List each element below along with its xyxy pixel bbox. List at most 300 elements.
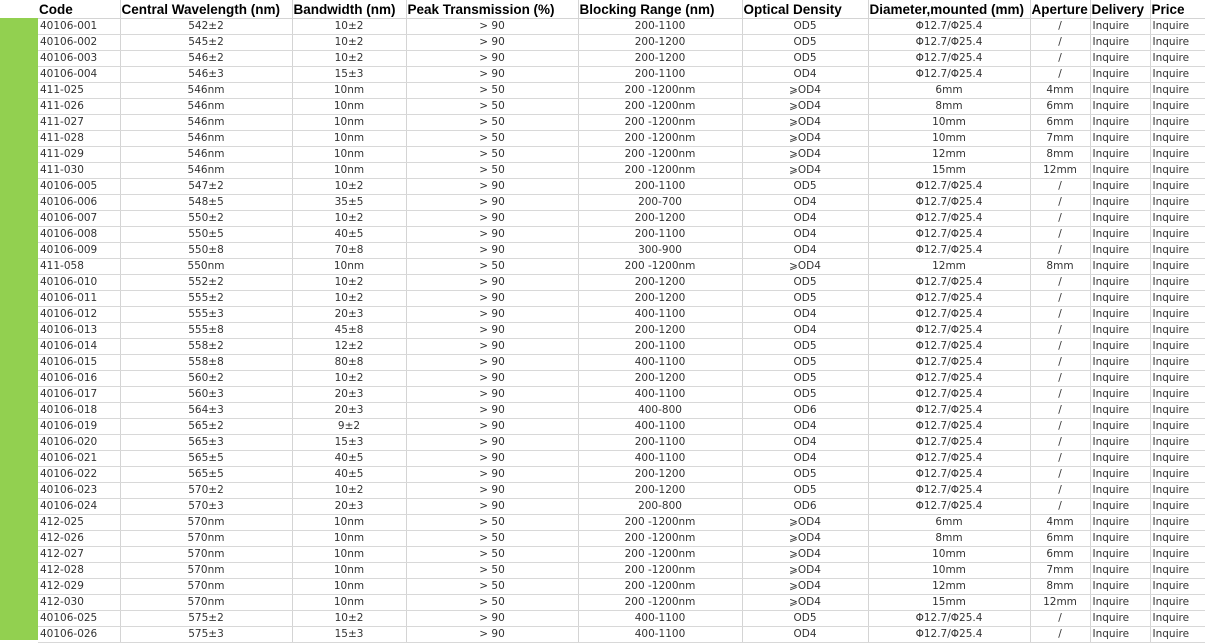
cell-blocking-range[interactable]: 200 -1200nm (578, 147, 742, 163)
cell-blocking-range[interactable]: 200-1200 (578, 51, 742, 67)
cell-optical-density[interactable]: OD5 (742, 387, 868, 403)
cell-optical-density[interactable]: ⩾OD4 (742, 163, 868, 179)
cell-bandwidth[interactable]: 80±8 (292, 355, 406, 371)
cell-optical-density[interactable]: OD6 (742, 499, 868, 515)
cell-price[interactable]: Inquire (1150, 419, 1205, 435)
cell-aperture[interactable]: 6mm (1030, 115, 1090, 131)
cell-code[interactable]: 40106-016 (38, 371, 120, 387)
cell-peak-transmission[interactable]: > 90 (406, 227, 578, 243)
cell-blocking-range[interactable]: 200-1200 (578, 275, 742, 291)
cell-diameter[interactable]: Φ12.7/Φ25.4 (868, 403, 1030, 419)
cell-bandwidth[interactable]: 10nm (292, 259, 406, 275)
cell-bandwidth[interactable]: 10nm (292, 547, 406, 563)
cell-delivery[interactable]: Inquire (1090, 419, 1150, 435)
cell-delivery[interactable]: Inquire (1090, 83, 1150, 99)
cell-central-wavelength[interactable]: 558±8 (120, 355, 292, 371)
cell-price[interactable]: Inquire (1150, 483, 1205, 499)
cell-price[interactable]: Inquire (1150, 99, 1205, 115)
cell-central-wavelength[interactable]: 550±8 (120, 243, 292, 259)
cell-central-wavelength[interactable]: 570nm (120, 579, 292, 595)
cell-bandwidth[interactable]: 15±3 (292, 67, 406, 83)
cell-code[interactable]: 40106-003 (38, 51, 120, 67)
cell-price[interactable]: Inquire (1150, 147, 1205, 163)
cell-aperture[interactable]: / (1030, 499, 1090, 515)
cell-central-wavelength[interactable]: 546nm (120, 163, 292, 179)
cell-central-wavelength[interactable]: 560±3 (120, 387, 292, 403)
cell-optical-density[interactable]: OD4 (742, 211, 868, 227)
cell-peak-transmission[interactable]: > 90 (406, 243, 578, 259)
cell-delivery[interactable]: Inquire (1090, 195, 1150, 211)
cell-price[interactable]: Inquire (1150, 35, 1205, 51)
cell-delivery[interactable]: Inquire (1090, 259, 1150, 275)
cell-bandwidth[interactable]: 10nm (292, 563, 406, 579)
cell-central-wavelength[interactable]: 555±3 (120, 307, 292, 323)
cell-peak-transmission[interactable]: > 90 (406, 275, 578, 291)
cell-bandwidth[interactable]: 10nm (292, 99, 406, 115)
cell-blocking-range[interactable]: 200-1100 (578, 435, 742, 451)
cell-delivery[interactable]: Inquire (1090, 595, 1150, 611)
cell-diameter[interactable]: 12mm (868, 579, 1030, 595)
cell-delivery[interactable]: Inquire (1090, 435, 1150, 451)
cell-aperture[interactable]: / (1030, 179, 1090, 195)
cell-blocking-range[interactable]: 400-1100 (578, 387, 742, 403)
cell-price[interactable]: Inquire (1150, 275, 1205, 291)
cell-aperture[interactable]: / (1030, 483, 1090, 499)
cell-central-wavelength[interactable]: 546nm (120, 147, 292, 163)
cell-blocking-range[interactable]: 200 -1200nm (578, 115, 742, 131)
cell-blocking-range[interactable]: 200-1200 (578, 371, 742, 387)
col-header-delivery[interactable]: Delivery (1090, 0, 1150, 19)
cell-blocking-range[interactable]: 400-1100 (578, 307, 742, 323)
cell-peak-transmission[interactable]: > 50 (406, 563, 578, 579)
cell-price[interactable]: Inquire (1150, 355, 1205, 371)
cell-code[interactable]: 40106-012 (38, 307, 120, 323)
cell-optical-density[interactable]: OD5 (742, 355, 868, 371)
cell-aperture[interactable]: / (1030, 467, 1090, 483)
cell-peak-transmission[interactable]: > 50 (406, 163, 578, 179)
cell-optical-density[interactable]: ⩾OD4 (742, 595, 868, 611)
cell-blocking-range[interactable]: 200 -1200nm (578, 579, 742, 595)
cell-code[interactable]: 40106-011 (38, 291, 120, 307)
cell-code[interactable]: 40106-004 (38, 67, 120, 83)
cell-code[interactable]: 411-025 (38, 83, 120, 99)
cell-optical-density[interactable]: OD4 (742, 451, 868, 467)
cell-aperture[interactable]: / (1030, 355, 1090, 371)
cell-central-wavelength[interactable]: 555±2 (120, 291, 292, 307)
cell-blocking-range[interactable]: 200-800 (578, 499, 742, 515)
cell-peak-transmission[interactable]: > 90 (406, 387, 578, 403)
cell-optical-density[interactable]: OD5 (742, 35, 868, 51)
cell-blocking-range[interactable]: 200-1100 (578, 227, 742, 243)
cell-price[interactable]: Inquire (1150, 259, 1205, 275)
cell-peak-transmission[interactable]: > 90 (406, 435, 578, 451)
cell-price[interactable]: Inquire (1150, 435, 1205, 451)
cell-bandwidth[interactable]: 10nm (292, 131, 406, 147)
cell-aperture[interactable]: / (1030, 51, 1090, 67)
cell-aperture[interactable]: 7mm (1030, 563, 1090, 579)
cell-blocking-range[interactable]: 200-1100 (578, 179, 742, 195)
cell-code[interactable]: 40106-023 (38, 483, 120, 499)
cell-bandwidth[interactable]: 10nm (292, 595, 406, 611)
cell-code[interactable]: 411-028 (38, 131, 120, 147)
cell-central-wavelength[interactable]: 552±2 (120, 275, 292, 291)
cell-central-wavelength[interactable]: 558±2 (120, 339, 292, 355)
cell-peak-transmission[interactable]: > 90 (406, 291, 578, 307)
cell-delivery[interactable]: Inquire (1090, 179, 1150, 195)
col-header-diameter[interactable]: Diameter,mounted (mm) (868, 0, 1030, 19)
cell-peak-transmission[interactable]: > 50 (406, 131, 578, 147)
col-header-bandwidth[interactable]: Bandwidth (nm) (292, 0, 406, 19)
cell-code[interactable]: 40106-005 (38, 179, 120, 195)
cell-aperture[interactable]: / (1030, 419, 1090, 435)
cell-price[interactable]: Inquire (1150, 467, 1205, 483)
cell-code[interactable]: 411-058 (38, 259, 120, 275)
cell-central-wavelength[interactable]: 545±2 (120, 35, 292, 51)
cell-blocking-range[interactable]: 400-800 (578, 403, 742, 419)
cell-diameter[interactable]: 15mm (868, 163, 1030, 179)
cell-price[interactable]: Inquire (1150, 499, 1205, 515)
cell-central-wavelength[interactable]: 575±2 (120, 611, 292, 627)
cell-aperture[interactable]: / (1030, 403, 1090, 419)
col-header-peak-transmission[interactable]: Peak Transmission (%) (406, 0, 578, 19)
cell-delivery[interactable]: Inquire (1090, 403, 1150, 419)
cell-optical-density[interactable]: ⩾OD4 (742, 99, 868, 115)
cell-blocking-range[interactable]: 200-1100 (578, 339, 742, 355)
cell-central-wavelength[interactable]: 570nm (120, 563, 292, 579)
cell-diameter[interactable]: 10mm (868, 115, 1030, 131)
cell-optical-density[interactable]: OD4 (742, 195, 868, 211)
cell-blocking-range[interactable]: 200 -1200nm (578, 131, 742, 147)
cell-diameter[interactable]: Φ12.7/Φ25.4 (868, 179, 1030, 195)
cell-diameter[interactable]: Φ12.7/Φ25.4 (868, 19, 1030, 35)
cell-blocking-range[interactable]: 200-1200 (578, 35, 742, 51)
cell-optical-density[interactable]: OD5 (742, 371, 868, 387)
cell-optical-density[interactable]: OD4 (742, 419, 868, 435)
cell-price[interactable]: Inquire (1150, 67, 1205, 83)
cell-optical-density[interactable]: ⩾OD4 (742, 579, 868, 595)
cell-bandwidth[interactable]: 10±2 (292, 275, 406, 291)
cell-code[interactable]: 40106-018 (38, 403, 120, 419)
cell-peak-transmission[interactable]: > 90 (406, 371, 578, 387)
cell-bandwidth[interactable]: 10±2 (292, 19, 406, 35)
col-header-aperture[interactable]: Aperture (1030, 0, 1090, 19)
cell-bandwidth[interactable]: 10nm (292, 163, 406, 179)
cell-delivery[interactable]: Inquire (1090, 611, 1150, 627)
cell-blocking-range[interactable]: 200 -1200nm (578, 595, 742, 611)
cell-optical-density[interactable]: OD5 (742, 51, 868, 67)
cell-diameter[interactable]: 10mm (868, 131, 1030, 147)
cell-aperture[interactable]: / (1030, 275, 1090, 291)
cell-optical-density[interactable]: OD4 (742, 227, 868, 243)
cell-code[interactable]: 40106-017 (38, 387, 120, 403)
cell-bandwidth[interactable]: 40±5 (292, 467, 406, 483)
cell-blocking-range[interactable]: 200 -1200nm (578, 99, 742, 115)
cell-diameter[interactable]: Φ12.7/Φ25.4 (868, 291, 1030, 307)
cell-aperture[interactable]: 12mm (1030, 595, 1090, 611)
cell-price[interactable]: Inquire (1150, 547, 1205, 563)
cell-code[interactable]: 40106-013 (38, 323, 120, 339)
cell-bandwidth[interactable]: 20±3 (292, 403, 406, 419)
cell-peak-transmission[interactable]: > 90 (406, 307, 578, 323)
cell-peak-transmission[interactable]: > 50 (406, 83, 578, 99)
cell-diameter[interactable]: 8mm (868, 531, 1030, 547)
cell-code[interactable]: 40106-002 (38, 35, 120, 51)
cell-bandwidth[interactable]: 45±8 (292, 323, 406, 339)
cell-peak-transmission[interactable]: > 90 (406, 403, 578, 419)
cell-code[interactable]: 40106-009 (38, 243, 120, 259)
cell-delivery[interactable]: Inquire (1090, 243, 1150, 259)
cell-code[interactable]: 40106-025 (38, 611, 120, 627)
cell-bandwidth[interactable]: 10nm (292, 83, 406, 99)
cell-central-wavelength[interactable]: 565±5 (120, 451, 292, 467)
cell-delivery[interactable]: Inquire (1090, 387, 1150, 403)
cell-optical-density[interactable]: OD5 (742, 179, 868, 195)
cell-central-wavelength[interactable]: 560±2 (120, 371, 292, 387)
cell-aperture[interactable]: 6mm (1030, 99, 1090, 115)
cell-blocking-range[interactable]: 200 -1200nm (578, 259, 742, 275)
cell-price[interactable]: Inquire (1150, 115, 1205, 131)
cell-peak-transmission[interactable]: > 90 (406, 51, 578, 67)
cell-delivery[interactable]: Inquire (1090, 627, 1150, 643)
cell-central-wavelength[interactable]: 550nm (120, 259, 292, 275)
cell-code[interactable]: 40106-026 (38, 627, 120, 643)
cell-peak-transmission[interactable]: > 90 (406, 451, 578, 467)
cell-diameter[interactable]: Φ12.7/Φ25.4 (868, 211, 1030, 227)
cell-delivery[interactable]: Inquire (1090, 515, 1150, 531)
cell-code[interactable]: 411-029 (38, 147, 120, 163)
cell-diameter[interactable]: Φ12.7/Φ25.4 (868, 467, 1030, 483)
cell-delivery[interactable]: Inquire (1090, 99, 1150, 115)
cell-blocking-range[interactable]: 400-1100 (578, 627, 742, 643)
cell-blocking-range[interactable]: 200-1200 (578, 323, 742, 339)
cell-diameter[interactable]: Φ12.7/Φ25.4 (868, 35, 1030, 51)
cell-peak-transmission[interactable]: > 90 (406, 339, 578, 355)
cell-code[interactable]: 40106-022 (38, 467, 120, 483)
cell-blocking-range[interactable]: 400-1100 (578, 451, 742, 467)
cell-delivery[interactable]: Inquire (1090, 163, 1150, 179)
cell-central-wavelength[interactable]: 546nm (120, 131, 292, 147)
cell-optical-density[interactable]: ⩾OD4 (742, 83, 868, 99)
cell-peak-transmission[interactable]: > 90 (406, 483, 578, 499)
cell-delivery[interactable]: Inquire (1090, 355, 1150, 371)
cell-code[interactable]: 40106-024 (38, 499, 120, 515)
cell-code[interactable]: 40106-001 (38, 19, 120, 35)
cell-optical-density[interactable]: OD5 (742, 467, 868, 483)
cell-code[interactable]: 40106-006 (38, 195, 120, 211)
cell-price[interactable]: Inquire (1150, 211, 1205, 227)
cell-peak-transmission[interactable]: > 50 (406, 531, 578, 547)
cell-peak-transmission[interactable]: > 90 (406, 195, 578, 211)
cell-price[interactable]: Inquire (1150, 627, 1205, 643)
cell-bandwidth[interactable]: 10nm (292, 115, 406, 131)
cell-central-wavelength[interactable]: 570nm (120, 515, 292, 531)
cell-optical-density[interactable]: ⩾OD4 (742, 259, 868, 275)
cell-blocking-range[interactable]: 300-900 (578, 243, 742, 259)
cell-bandwidth[interactable]: 10±2 (292, 211, 406, 227)
cell-price[interactable]: Inquire (1150, 131, 1205, 147)
cell-blocking-range[interactable]: 200 -1200nm (578, 531, 742, 547)
cell-peak-transmission[interactable]: > 90 (406, 355, 578, 371)
cell-aperture[interactable]: / (1030, 35, 1090, 51)
cell-optical-density[interactable]: OD4 (742, 323, 868, 339)
cell-code[interactable]: 40106-008 (38, 227, 120, 243)
col-header-central-wavelength[interactable]: Central Wavelength (nm) (120, 0, 292, 19)
cell-optical-density[interactable]: OD5 (742, 339, 868, 355)
cell-optical-density[interactable]: OD5 (742, 611, 868, 627)
cell-peak-transmission[interactable]: > 90 (406, 499, 578, 515)
cell-diameter[interactable]: Φ12.7/Φ25.4 (868, 451, 1030, 467)
cell-delivery[interactable]: Inquire (1090, 451, 1150, 467)
cell-peak-transmission[interactable]: > 50 (406, 259, 578, 275)
cell-central-wavelength[interactable]: 570nm (120, 547, 292, 563)
cell-code[interactable]: 40106-019 (38, 419, 120, 435)
cell-diameter[interactable]: Φ12.7/Φ25.4 (868, 339, 1030, 355)
cell-diameter[interactable]: Φ12.7/Φ25.4 (868, 51, 1030, 67)
cell-optical-density[interactable]: ⩾OD4 (742, 147, 868, 163)
cell-bandwidth[interactable]: 10±2 (292, 371, 406, 387)
cell-peak-transmission[interactable]: > 50 (406, 547, 578, 563)
cell-diameter[interactable]: 8mm (868, 99, 1030, 115)
cell-central-wavelength[interactable]: 546nm (120, 99, 292, 115)
cell-aperture[interactable]: / (1030, 611, 1090, 627)
cell-bandwidth[interactable]: 10nm (292, 531, 406, 547)
cell-peak-transmission[interactable]: > 90 (406, 467, 578, 483)
cell-central-wavelength[interactable]: 570±3 (120, 499, 292, 515)
cell-bandwidth[interactable]: 20±3 (292, 307, 406, 323)
cell-diameter[interactable]: 15mm (868, 595, 1030, 611)
cell-bandwidth[interactable]: 10nm (292, 147, 406, 163)
cell-optical-density[interactable]: ⩾OD4 (742, 563, 868, 579)
cell-delivery[interactable]: Inquire (1090, 371, 1150, 387)
cell-peak-transmission[interactable]: > 90 (406, 323, 578, 339)
cell-aperture[interactable]: / (1030, 211, 1090, 227)
cell-price[interactable]: Inquire (1150, 51, 1205, 67)
cell-delivery[interactable]: Inquire (1090, 227, 1150, 243)
cell-code[interactable]: 412-030 (38, 595, 120, 611)
cell-optical-density[interactable]: OD4 (742, 67, 868, 83)
cell-diameter[interactable]: Φ12.7/Φ25.4 (868, 611, 1030, 627)
cell-delivery[interactable]: Inquire (1090, 467, 1150, 483)
cell-code[interactable]: 411-027 (38, 115, 120, 131)
cell-bandwidth[interactable]: 10±2 (292, 483, 406, 499)
cell-central-wavelength[interactable]: 547±2 (120, 179, 292, 195)
cell-price[interactable]: Inquire (1150, 179, 1205, 195)
cell-optical-density[interactable]: OD5 (742, 275, 868, 291)
cell-central-wavelength[interactable]: 565±3 (120, 435, 292, 451)
cell-delivery[interactable]: Inquire (1090, 579, 1150, 595)
col-header-code[interactable]: Code (38, 0, 120, 19)
cell-code[interactable]: 412-029 (38, 579, 120, 595)
cell-peak-transmission[interactable]: > 90 (406, 67, 578, 83)
cell-peak-transmission[interactable]: > 50 (406, 99, 578, 115)
cell-aperture[interactable]: / (1030, 435, 1090, 451)
cell-bandwidth[interactable]: 9±2 (292, 419, 406, 435)
cell-central-wavelength[interactable]: 570nm (120, 531, 292, 547)
cell-delivery[interactable]: Inquire (1090, 307, 1150, 323)
cell-delivery[interactable]: Inquire (1090, 499, 1150, 515)
cell-code[interactable]: 40106-007 (38, 211, 120, 227)
cell-blocking-range[interactable]: 200 -1200nm (578, 547, 742, 563)
cell-blocking-range[interactable]: 200-700 (578, 195, 742, 211)
cell-bandwidth[interactable]: 12±2 (292, 339, 406, 355)
cell-aperture[interactable]: / (1030, 627, 1090, 643)
cell-delivery[interactable]: Inquire (1090, 275, 1150, 291)
cell-aperture[interactable]: 8mm (1030, 259, 1090, 275)
cell-central-wavelength[interactable]: 570±2 (120, 483, 292, 499)
cell-blocking-range[interactable]: 200 -1200nm (578, 515, 742, 531)
cell-optical-density[interactable]: ⩾OD4 (742, 131, 868, 147)
cell-peak-transmission[interactable]: > 50 (406, 595, 578, 611)
cell-blocking-range[interactable]: 200 -1200nm (578, 83, 742, 99)
cell-aperture[interactable]: / (1030, 19, 1090, 35)
cell-bandwidth[interactable]: 10±2 (292, 179, 406, 195)
cell-aperture[interactable]: / (1030, 67, 1090, 83)
cell-blocking-range[interactable]: 200-1200 (578, 291, 742, 307)
cell-diameter[interactable]: 12mm (868, 259, 1030, 275)
cell-peak-transmission[interactable]: > 90 (406, 611, 578, 627)
cell-diameter[interactable]: 12mm (868, 147, 1030, 163)
cell-code[interactable]: 412-025 (38, 515, 120, 531)
cell-central-wavelength[interactable]: 546nm (120, 115, 292, 131)
cell-bandwidth[interactable]: 10±2 (292, 51, 406, 67)
cell-price[interactable]: Inquire (1150, 307, 1205, 323)
cell-diameter[interactable]: 10mm (868, 563, 1030, 579)
cell-bandwidth[interactable]: 10±2 (292, 291, 406, 307)
cell-delivery[interactable]: Inquire (1090, 323, 1150, 339)
cell-aperture[interactable]: / (1030, 451, 1090, 467)
cell-central-wavelength[interactable]: 542±2 (120, 19, 292, 35)
cell-bandwidth[interactable]: 35±5 (292, 195, 406, 211)
cell-optical-density[interactable]: ⩾OD4 (742, 547, 868, 563)
cell-peak-transmission[interactable]: > 50 (406, 579, 578, 595)
cell-delivery[interactable]: Inquire (1090, 483, 1150, 499)
cell-code[interactable]: 40106-020 (38, 435, 120, 451)
cell-peak-transmission[interactable]: > 90 (406, 19, 578, 35)
cell-optical-density[interactable]: ⩾OD4 (742, 515, 868, 531)
cell-central-wavelength[interactable]: 575±3 (120, 627, 292, 643)
cell-peak-transmission[interactable]: > 50 (406, 115, 578, 131)
cell-price[interactable]: Inquire (1150, 611, 1205, 627)
cell-price[interactable]: Inquire (1150, 323, 1205, 339)
cell-price[interactable]: Inquire (1150, 403, 1205, 419)
cell-blocking-range[interactable]: 400-1100 (578, 611, 742, 627)
cell-diameter[interactable]: Φ12.7/Φ25.4 (868, 419, 1030, 435)
cell-optical-density[interactable]: OD5 (742, 483, 868, 499)
cell-optical-density[interactable]: OD4 (742, 435, 868, 451)
cell-price[interactable]: Inquire (1150, 515, 1205, 531)
cell-diameter[interactable]: 6mm (868, 83, 1030, 99)
col-header-blocking-range[interactable]: Blocking Range (nm) (578, 0, 742, 19)
cell-price[interactable]: Inquire (1150, 227, 1205, 243)
cell-peak-transmission[interactable]: > 90 (406, 419, 578, 435)
cell-optical-density[interactable]: ⩾OD4 (742, 531, 868, 547)
cell-price[interactable]: Inquire (1150, 163, 1205, 179)
cell-central-wavelength[interactable]: 550±5 (120, 227, 292, 243)
cell-central-wavelength[interactable]: 546nm (120, 83, 292, 99)
cell-price[interactable]: Inquire (1150, 563, 1205, 579)
cell-delivery[interactable]: Inquire (1090, 115, 1150, 131)
cell-diameter[interactable]: 6mm (868, 515, 1030, 531)
cell-peak-transmission[interactable]: > 90 (406, 211, 578, 227)
cell-bandwidth[interactable]: 10nm (292, 579, 406, 595)
cell-delivery[interactable]: Inquire (1090, 547, 1150, 563)
cell-aperture[interactable]: 4mm (1030, 83, 1090, 99)
cell-optical-density[interactable]: ⩾OD4 (742, 115, 868, 131)
cell-blocking-range[interactable]: 200-1200 (578, 467, 742, 483)
cell-delivery[interactable]: Inquire (1090, 531, 1150, 547)
cell-central-wavelength[interactable]: 565±5 (120, 467, 292, 483)
cell-price[interactable]: Inquire (1150, 387, 1205, 403)
